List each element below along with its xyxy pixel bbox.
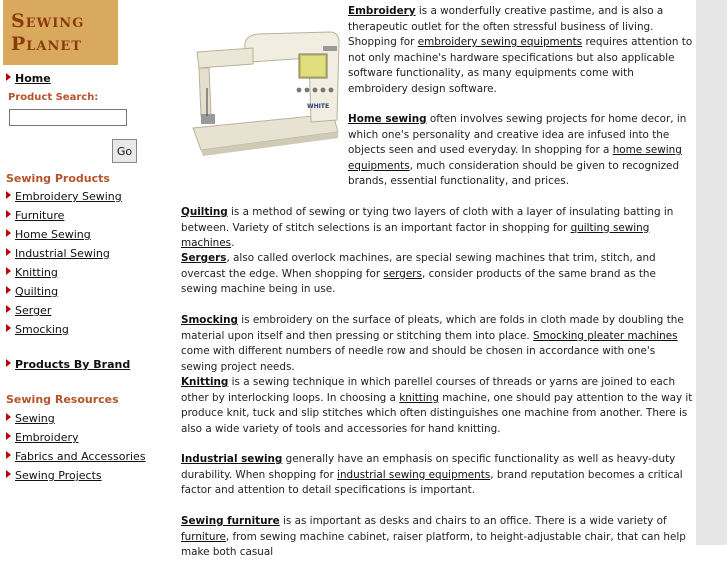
home-sewing-equipments-link[interactable]: home sewing equipments [348,144,682,172]
nav-product-knitting[interactable]: Knitting [15,266,58,279]
arrow-icon [6,413,11,421]
furniture-link[interactable]: furniture [181,530,226,543]
home-sewing-text-1: often involves sewing projects for home decor, in which one's personality and creative idea are infused into the objects seen and used everyday. In shopping for a [348,113,687,156]
industrial-text-1: generally have an emphasis on specific functionality as well as heavy-duty durability. When shopping for [181,453,676,481]
article-industrial-sewing [181,452,693,499]
nav-product-smocking[interactable]: Smocking [15,323,69,336]
nav-products-by-brand[interactable]: Products By Brand [15,358,131,371]
smocking-text-1: is embroidery on the surface of pleats, which are folds in cloth made by doubling the material upon itself and then pressing or stitching them into place. [181,314,684,342]
nav-home-link[interactable]: Home [15,72,51,85]
sewing-resources-heading: Sewing Resources [6,393,119,406]
sergers-text-2: , consider products of the same brand as the sewing machine being in use. [181,267,656,295]
arrow-icon [6,267,11,275]
search-input[interactable] [9,109,127,126]
nav-resource-sewing[interactable]: Sewing [15,412,55,425]
arrow-icon [6,286,11,294]
quilting-keyword-link[interactable]: Quilting [181,206,228,218]
quilting-text-1: is a method of sewing or tying two layers of cloth with a layer of insulating batting in between. Variety of stitch selections is an important factor in shopping for [181,206,674,234]
article-smocking [181,313,693,375]
logo-line-2: Planet [11,33,82,55]
industrial-text-2: , brand reputation becomes a critical factor and attention to detail specifications is important. [181,468,683,496]
embroidery-equipments-link[interactable]: embroidery sewing equipments [417,36,583,48]
nav-product-serger[interactable]: Serger [15,304,52,317]
furniture-text-1: is as important as desks and chairs to an office. There is a wide variety of [279,515,667,527]
arrow-icon [6,324,11,332]
article-home-sewing [348,112,693,190]
knitting-link[interactable]: knitting [399,391,439,404]
go-button[interactable]: Go [112,139,137,163]
nav-product-furniture[interactable]: Furniture [15,209,65,222]
knitting-text-1: is a sewing technique in which parellel courses of threads or yarns are joined to each other by interlocking loops. In choosing a [181,376,676,404]
arrow-icon [6,451,11,459]
quilting-text-2: . [231,237,235,249]
logo-line-1: Sewing [11,10,85,32]
arrow-icon [6,73,11,81]
arrow-icon [6,432,11,440]
sergers-keyword-link[interactable]: Sergers [181,252,227,264]
article-sewing-furniture [181,514,693,561]
home-sewing-text-2: , much consideration should be given to recognized brands, essential functionality, and prices. [348,159,680,187]
article-quilting [181,205,693,252]
arrow-icon [6,305,11,313]
nav-product-home-sewing[interactable]: Home Sewing [15,228,91,241]
embroidery-text-2: requires attention to not only machine's hardware specifications but also applicable software functionality, as many equipments come with embroidery design software. [348,36,693,95]
arrow-icon [6,470,11,478]
article-embroidery [348,4,693,97]
industrial-sewing-keyword-link[interactable]: Industrial sewing [181,453,283,465]
home-sewing-keyword-link[interactable]: Home sewing [348,113,427,125]
furniture-text-2: , from sewing machine cabinet, raiser platform, to height-adjustable chair, that can help make both casual [181,530,686,558]
embroidery-text-1: is a wonderfully creative pastime, and is also a therapeutic outlet for the often stressful business of living. Shopping for [348,5,664,48]
sewing-products-heading: Sewing Products [6,172,110,185]
scroll-gutter [696,0,727,545]
smocking-text-2: come with different numbers of needle row and should be chosen in accordance with one's sewing project needs. [181,345,656,373]
embroidery-keyword-link[interactable]: Embroidery [348,5,416,17]
nav-product-quilting[interactable]: Quilting [15,285,59,298]
article-sergers [181,251,693,298]
arrow-icon [6,210,11,218]
nav-resource-sewing-projects[interactable]: Sewing Projects [15,469,102,482]
sidebar [0,0,170,545]
nav-product-embroidery-sewing[interactable]: Embroidery Sewing [15,190,122,203]
arrow-icon [6,248,11,256]
sergers-text-1: , also called overlock machines, are special sewing machines that trim, stitch, and overcast the edge. When shopping for [181,252,656,280]
nav-resource-embroidery[interactable]: Embroidery [15,431,79,444]
nav-resource-fabrics-accessories[interactable]: Fabrics and Accessories [15,450,146,463]
sewing-machine-image [183,28,343,160]
knitting-keyword-link[interactable]: Knitting [181,376,229,388]
sergers-link[interactable]: sergers [383,267,422,280]
arrow-icon [6,191,11,199]
quilting-machines-link[interactable]: quilting sewing machines [181,221,650,249]
article-knitting [181,375,693,437]
machine-brand-label: WHITE [307,103,330,110]
site-logo[interactable] [3,0,118,65]
knitting-text-2: machine, one should pay attention to the way it produce knit, tuck and slip stitches which often distinguishes one machine from another. There is also a wide variety of tools and accessories for hand knitting. [181,391,693,435]
industrial-equipments-link[interactable]: industrial sewing equipments [337,468,491,481]
smocking-pleater-link[interactable]: Smocking pleater machines [533,329,678,342]
smocking-keyword-link[interactable]: Smocking [181,314,238,326]
arrow-icon [6,229,11,237]
sewing-furniture-keyword-link[interactable]: Sewing furniture [181,515,280,527]
nav-product-industrial-sewing[interactable]: Industrial Sewing [15,247,110,260]
arrow-icon [6,359,11,367]
search-label: Product Search: [8,92,99,103]
